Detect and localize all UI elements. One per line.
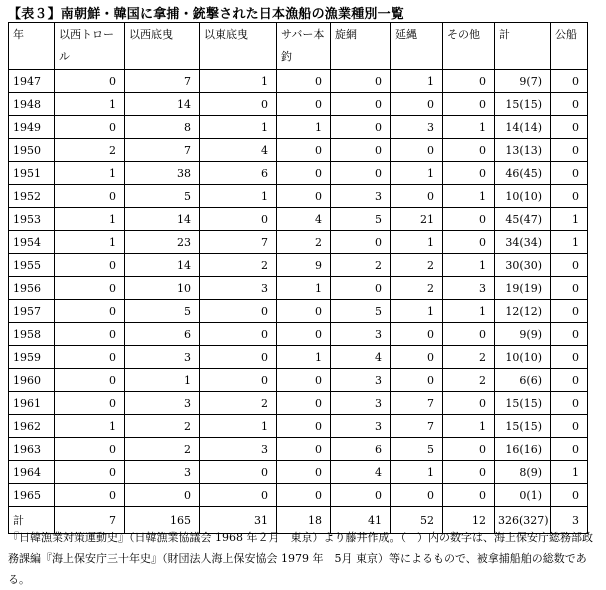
- count-cell: 1: [443, 415, 495, 438]
- count-cell: 0: [55, 116, 125, 139]
- source-note: 『日韓漁業対策運動史』（日韓漁業協議会 1968 年２月 東京）より藤井作成。（ ）内の数字は、海上保安庁総務部政務課編『海上保安庁三十年史』（財団法人海上保安協会 1979 年 5月 東京）等によるもので、被拿捕船舶の総数である。: [8, 531, 593, 586]
- count-cell: 7: [391, 392, 443, 415]
- table-row: [9, 185, 588, 208]
- count-cell: 6: [125, 323, 200, 346]
- count-cell: 30(30): [495, 254, 551, 277]
- year-cell: 1963: [9, 438, 55, 461]
- count-cell: 3: [200, 438, 277, 461]
- table-row: [9, 277, 588, 300]
- count-cell: 2: [55, 139, 125, 162]
- table-row: [9, 300, 588, 323]
- count-cell: 3: [200, 277, 277, 300]
- count-cell: 1: [200, 70, 277, 93]
- total-cell: 41: [331, 507, 391, 534]
- count-cell: 2: [200, 254, 277, 277]
- count-cell: 3: [331, 323, 391, 346]
- count-cell: 1: [200, 116, 277, 139]
- fishing-vessel-table: [8, 22, 588, 534]
- count-cell: 0: [443, 93, 495, 116]
- year-cell: 1949: [9, 116, 55, 139]
- total-cell: 7: [55, 507, 125, 534]
- count-cell: 5: [391, 438, 443, 461]
- year-cell: 1956: [9, 277, 55, 300]
- count-cell: 0: [55, 369, 125, 392]
- count-cell: 0: [277, 185, 331, 208]
- count-cell: 0: [551, 185, 588, 208]
- table-title: 【表３】南朝鮮・韓国に拿捕・銃撃された日本漁船の漁業種別一覧: [8, 7, 405, 22]
- count-cell: 3: [331, 415, 391, 438]
- count-cell: 0: [443, 231, 495, 254]
- count-cell: 0: [391, 346, 443, 369]
- count-cell: 1: [551, 208, 588, 231]
- count-cell: 1: [277, 346, 331, 369]
- year-cell: 1947: [9, 70, 55, 93]
- count-cell: 6: [331, 438, 391, 461]
- count-cell: 2: [125, 438, 200, 461]
- count-cell: 4: [277, 208, 331, 231]
- count-cell: 14(14): [495, 116, 551, 139]
- count-cell: 1: [443, 116, 495, 139]
- count-cell: 2: [443, 369, 495, 392]
- count-cell: 0: [331, 231, 391, 254]
- count-cell: 7: [200, 231, 277, 254]
- count-cell: 0: [551, 116, 588, 139]
- count-cell: 0: [331, 484, 391, 507]
- count-cell: 3: [391, 116, 443, 139]
- table-row: [9, 438, 588, 461]
- count-cell: 0: [277, 438, 331, 461]
- header-ito-sokobiki: 以東底曳: [200, 23, 277, 70]
- count-cell: 1: [200, 185, 277, 208]
- count-cell: 0: [551, 415, 588, 438]
- header-makiami: 旋網: [331, 23, 391, 70]
- count-cell: 3: [331, 185, 391, 208]
- total-cell: 18: [277, 507, 331, 534]
- count-cell: 2: [331, 254, 391, 277]
- count-cell: 0: [551, 277, 588, 300]
- count-cell: 0: [55, 277, 125, 300]
- table-row: [9, 231, 588, 254]
- count-cell: 1: [55, 93, 125, 116]
- table-row: [9, 70, 588, 93]
- table-row: [9, 392, 588, 415]
- table-row: [9, 346, 588, 369]
- count-cell: 2: [391, 277, 443, 300]
- count-cell: 14: [125, 208, 200, 231]
- count-cell: 0: [55, 323, 125, 346]
- header-other: その他: [443, 23, 495, 70]
- count-cell: 0: [331, 116, 391, 139]
- count-cell: 1: [277, 116, 331, 139]
- count-cell: 13(13): [495, 139, 551, 162]
- count-cell: 0: [443, 139, 495, 162]
- count-cell: 38: [125, 162, 200, 185]
- count-cell: 0: [443, 461, 495, 484]
- count-cell: 0: [443, 484, 495, 507]
- count-cell: 0: [55, 70, 125, 93]
- count-cell: 4: [200, 139, 277, 162]
- count-cell: 3: [125, 461, 200, 484]
- count-cell: 2: [443, 346, 495, 369]
- count-cell: 15(15): [495, 392, 551, 415]
- header-year: 年: [9, 23, 55, 70]
- count-cell: 15(15): [495, 93, 551, 116]
- count-cell: 0: [277, 162, 331, 185]
- count-cell: 0: [443, 438, 495, 461]
- count-cell: 0: [443, 70, 495, 93]
- count-cell: 0: [200, 323, 277, 346]
- count-cell: 3: [331, 392, 391, 415]
- count-cell: 0: [391, 484, 443, 507]
- count-cell: 1: [55, 162, 125, 185]
- table-row: [9, 415, 588, 438]
- total-cell: 31: [200, 507, 277, 534]
- year-cell: 1964: [9, 461, 55, 484]
- count-cell: 7: [391, 415, 443, 438]
- count-cell: 0: [331, 93, 391, 116]
- count-cell: 0: [277, 415, 331, 438]
- count-cell: 4: [331, 461, 391, 484]
- header-patrol-ship: 公船: [551, 23, 588, 70]
- year-cell: 1958: [9, 323, 55, 346]
- count-cell: 0: [55, 461, 125, 484]
- count-cell: 6: [200, 162, 277, 185]
- table-row: [9, 162, 588, 185]
- count-cell: 0: [277, 139, 331, 162]
- count-cell: 0: [331, 139, 391, 162]
- count-cell: 0: [200, 369, 277, 392]
- count-cell: 3: [443, 277, 495, 300]
- count-cell: 3: [331, 369, 391, 392]
- count-cell: 7: [125, 70, 200, 93]
- count-cell: 0: [277, 93, 331, 116]
- count-cell: 0: [200, 93, 277, 116]
- table-body: [9, 70, 588, 534]
- header-row: [9, 23, 588, 70]
- total-cell: 12: [443, 507, 495, 534]
- count-cell: 0: [125, 484, 200, 507]
- table-row: [9, 254, 588, 277]
- count-cell: 0: [551, 139, 588, 162]
- count-cell: 3: [125, 392, 200, 415]
- count-cell: 1: [391, 70, 443, 93]
- count-cell: 0: [277, 392, 331, 415]
- count-cell: 0: [55, 185, 125, 208]
- count-cell: 0: [277, 300, 331, 323]
- year-cell: 1952: [9, 185, 55, 208]
- count-cell: 10(10): [495, 185, 551, 208]
- year-cell: 1957: [9, 300, 55, 323]
- count-cell: 0: [551, 162, 588, 185]
- count-cell: 6(6): [495, 369, 551, 392]
- total-cell: 3: [551, 507, 588, 534]
- count-cell: 46(45): [495, 162, 551, 185]
- count-cell: 4: [331, 346, 391, 369]
- count-cell: 12(12): [495, 300, 551, 323]
- year-cell: 1965: [9, 484, 55, 507]
- count-cell: 0(1): [495, 484, 551, 507]
- count-cell: 10(10): [495, 346, 551, 369]
- total-cell: 165: [125, 507, 200, 534]
- total-label: 計: [9, 507, 55, 534]
- count-cell: 0: [551, 323, 588, 346]
- year-cell: 1961: [9, 392, 55, 415]
- count-cell: 0: [55, 300, 125, 323]
- table-row: [9, 484, 588, 507]
- count-cell: 1: [125, 369, 200, 392]
- count-cell: 16(16): [495, 438, 551, 461]
- year-cell: 1951: [9, 162, 55, 185]
- count-cell: 9(7): [495, 70, 551, 93]
- count-cell: 0: [331, 162, 391, 185]
- count-cell: 23: [125, 231, 200, 254]
- count-cell: 1: [55, 208, 125, 231]
- count-cell: 1: [391, 231, 443, 254]
- table-row: [9, 369, 588, 392]
- count-cell: 1: [443, 185, 495, 208]
- count-cell: 0: [391, 323, 443, 346]
- count-cell: 0: [551, 438, 588, 461]
- count-cell: 8(9): [495, 461, 551, 484]
- count-cell: 0: [331, 70, 391, 93]
- count-cell: 0: [551, 346, 588, 369]
- count-cell: 45(47): [495, 208, 551, 231]
- year-cell: 1960: [9, 369, 55, 392]
- count-cell: 8: [125, 116, 200, 139]
- count-cell: 1: [277, 277, 331, 300]
- count-cell: 0: [551, 254, 588, 277]
- year-cell: 1953: [9, 208, 55, 231]
- count-cell: 7: [125, 139, 200, 162]
- count-cell: 0: [391, 93, 443, 116]
- year-cell: 1962: [9, 415, 55, 438]
- header-isei-trawl: 以西トロール: [55, 23, 125, 70]
- count-cell: 0: [551, 369, 588, 392]
- count-cell: 0: [443, 162, 495, 185]
- table-row: [9, 116, 588, 139]
- count-cell: 0: [200, 484, 277, 507]
- year-cell: 1955: [9, 254, 55, 277]
- count-cell: 3: [125, 346, 200, 369]
- table-row: [9, 93, 588, 116]
- count-cell: 2: [125, 415, 200, 438]
- count-cell: 1: [551, 231, 588, 254]
- count-cell: 0: [443, 392, 495, 415]
- count-cell: 34(34): [495, 231, 551, 254]
- count-cell: 0: [200, 208, 277, 231]
- count-cell: 0: [55, 438, 125, 461]
- count-cell: 2: [200, 392, 277, 415]
- table-row: [9, 323, 588, 346]
- count-cell: 1: [391, 300, 443, 323]
- count-cell: 1: [391, 162, 443, 185]
- count-cell: 10: [125, 277, 200, 300]
- count-cell: 0: [551, 300, 588, 323]
- year-cell: 1954: [9, 231, 55, 254]
- count-cell: 19(19): [495, 277, 551, 300]
- count-cell: 0: [55, 254, 125, 277]
- count-cell: 0: [277, 461, 331, 484]
- count-cell: 0: [551, 484, 588, 507]
- count-cell: 1: [391, 461, 443, 484]
- table-row: [9, 208, 588, 231]
- count-cell: 2: [391, 254, 443, 277]
- count-cell: 0: [200, 461, 277, 484]
- count-cell: 9(9): [495, 323, 551, 346]
- count-cell: 0: [55, 346, 125, 369]
- count-cell: 0: [277, 323, 331, 346]
- count-cell: 0: [277, 70, 331, 93]
- count-cell: 0: [391, 185, 443, 208]
- count-cell: 14: [125, 254, 200, 277]
- count-cell: 1: [55, 415, 125, 438]
- count-cell: 0: [443, 323, 495, 346]
- table-row: [9, 139, 588, 162]
- header-isei-sokobiki: 以西底曳: [125, 23, 200, 70]
- count-cell: 0: [55, 484, 125, 507]
- count-cell: 21: [391, 208, 443, 231]
- count-cell: 0: [391, 369, 443, 392]
- count-cell: 1: [200, 415, 277, 438]
- count-cell: 0: [200, 346, 277, 369]
- count-cell: 0: [551, 392, 588, 415]
- year-cell: 1948: [9, 93, 55, 116]
- count-cell: 0: [200, 300, 277, 323]
- total-cell: 326(327): [495, 507, 551, 534]
- header-saba-ipponzuri: サバー本釣: [277, 23, 331, 70]
- count-cell: 15(15): [495, 415, 551, 438]
- count-cell: 5: [125, 300, 200, 323]
- year-cell: 1950: [9, 139, 55, 162]
- count-cell: 14: [125, 93, 200, 116]
- count-cell: 0: [277, 484, 331, 507]
- count-cell: 1: [55, 231, 125, 254]
- count-cell: 2: [277, 231, 331, 254]
- count-cell: 0: [331, 277, 391, 300]
- year-cell: 1959: [9, 346, 55, 369]
- count-cell: 0: [55, 392, 125, 415]
- count-cell: 1: [443, 300, 495, 323]
- table-row: [9, 461, 588, 484]
- count-cell: 0: [391, 139, 443, 162]
- count-cell: 5: [331, 208, 391, 231]
- count-cell: 5: [125, 185, 200, 208]
- count-cell: 9: [277, 254, 331, 277]
- count-cell: 0: [551, 93, 588, 116]
- count-cell: 1: [551, 461, 588, 484]
- total-cell: 52: [391, 507, 443, 534]
- count-cell: 5: [331, 300, 391, 323]
- header-haenawa: 延縄: [391, 23, 443, 70]
- count-cell: 1: [443, 254, 495, 277]
- count-cell: 0: [551, 70, 588, 93]
- count-cell: 0: [277, 369, 331, 392]
- header-total: 計: [495, 23, 551, 70]
- count-cell: 0: [443, 208, 495, 231]
